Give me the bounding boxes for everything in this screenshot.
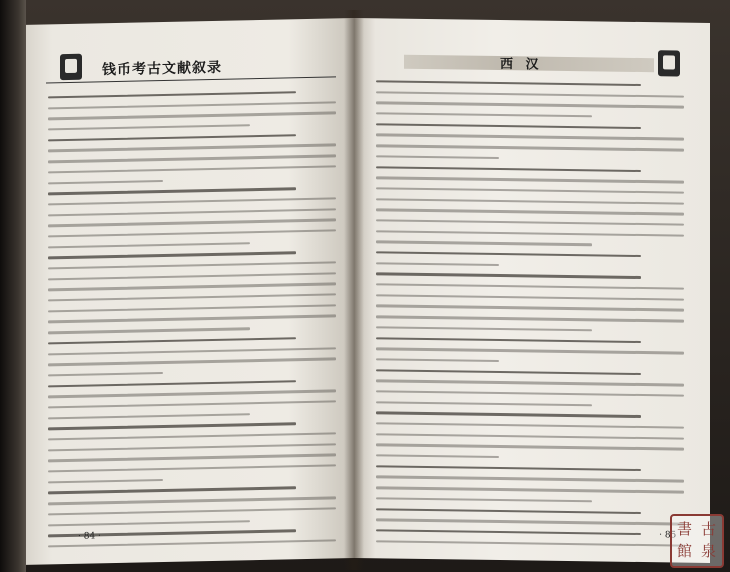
right-page-number: · 85 · bbox=[659, 530, 682, 541]
left-page-number: · 84 · bbox=[78, 531, 101, 542]
collector-seal-stamp: 古 泉 書 館 bbox=[670, 514, 724, 568]
left-page bbox=[26, 18, 354, 565]
emblem-icon bbox=[658, 50, 680, 76]
left-body-text bbox=[48, 90, 336, 556]
left-header-title: 钱币考古文献叙录 bbox=[102, 59, 222, 79]
book-gutter bbox=[344, 10, 364, 570]
right-header-title: 西 汉 bbox=[500, 57, 543, 73]
right-running-header bbox=[382, 48, 682, 74]
emblem-icon bbox=[60, 54, 82, 80]
left-running-header bbox=[46, 48, 336, 83]
right-page bbox=[354, 18, 710, 563]
book-spine-edge bbox=[0, 0, 26, 572]
right-body-text bbox=[376, 80, 684, 555]
